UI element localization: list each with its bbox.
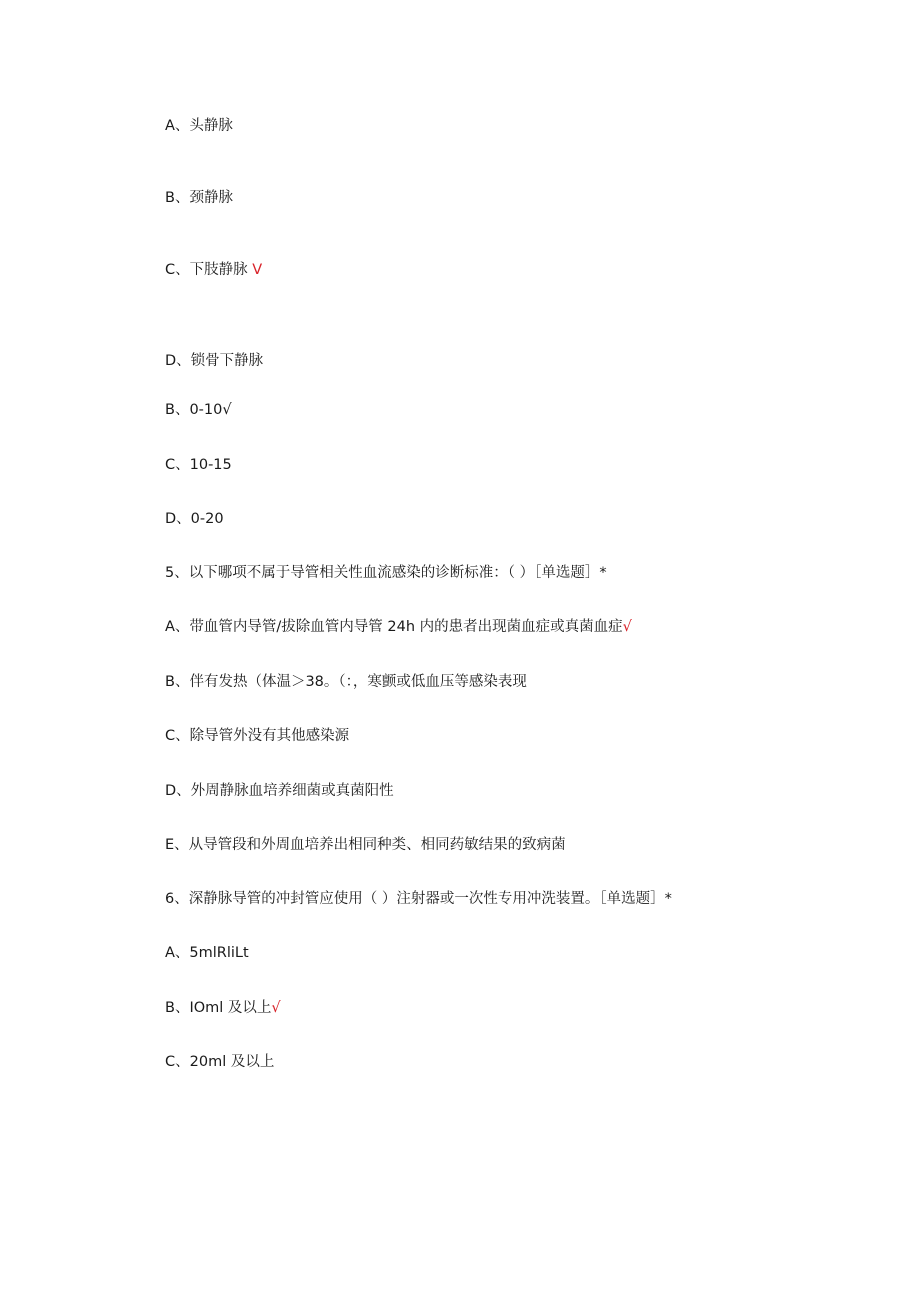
line-text: C、10-15 [165,457,232,473]
line-text: A、带血管内导管/拔除血管内导管 24h 内的患者出现菌血症或真菌血症 [165,619,623,635]
question-5-option-d [165,781,394,801]
question-5-option-e [165,835,566,855]
line-text: A、5mlRliLt [165,945,249,961]
answer-check-mark: V [252,262,263,278]
line-text: 6、深静脉导管的冲封管应使用（ ）注射器或一次性专用冲洗装置。［单选题］* [165,891,672,907]
line-text: D、锁骨下静脉 [165,353,264,369]
option-b-range [165,400,232,420]
option-d-range [165,509,224,529]
line-text: D、外周静脉血培养细菌或真菌阳性 [165,783,394,799]
line-text: D、0-20 [165,511,224,527]
option-d-subclavian-vein [165,351,263,371]
line-text: E、从导管段和外周血培养出相同种类、相同药敏结果的致病菌 [165,837,566,853]
question-6-option-a [165,943,249,963]
question-6 [165,889,672,909]
line-text: B、颈静脉 [165,190,233,206]
option-b-jugular-vein [165,188,233,208]
answer-check-mark: √ [271,1000,281,1016]
question-5-option-c [165,726,349,746]
question-5-option-b [165,672,527,692]
question-6-option-c [165,1052,274,1072]
option-a-cephalic-vein [165,116,233,136]
question-5 [165,563,607,583]
line-text: B、伴有发热（体温＞38。（：，寒颤或低血压等感染表现 [165,674,527,690]
question-5-option-a [165,617,632,637]
line-text: C、除导管外没有其他感染源 [165,728,350,744]
line-text: A、头静脉 [165,118,233,134]
answer-check-mark: √ [622,619,632,635]
option-c-lower-limb-vein [165,260,262,280]
line-text: C、20ml 及以上 [165,1054,275,1070]
line-text: C、下肢静脉 [165,262,253,278]
line-text: B、0-10√ [165,402,232,418]
option-c-range [165,455,232,475]
line-text: 5、以下哪项不属于导管相关性血流感染的诊断标准：（ ）［单选题］* [165,565,607,581]
line-text: B、IOml 及以上 [165,1000,272,1016]
question-6-option-b [165,998,281,1018]
